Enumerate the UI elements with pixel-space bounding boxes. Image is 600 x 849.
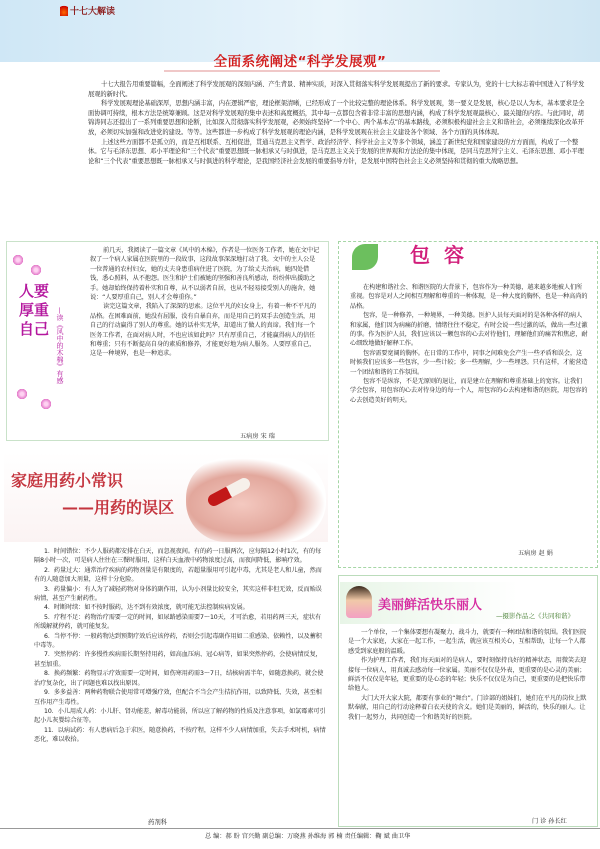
medicine-item: 10．小儿用成人药：小儿肝、肾功能差，解毒功能弱，所以应了解药物的性质及注意事项，如氯霉素可引起小儿灰婴综合征等。 [34,707,326,725]
tolerance-body [350,283,588,405]
medicine-item: 2．药量过大：通常治疗疾病的药物剂量是有限度的，若超量服用可引起中毒，尤其是老人和儿童，然而有的人随意加大剂量，这样十分危险。 [34,566,322,584]
medicine-source: 药剂科 [148,818,168,826]
essay-title-char: 己 [34,320,50,338]
essay-subtitle: —读《风中的木棉》有感 [56,306,64,384]
tolerance-paragraph: 包容需要宽阔的胸怀。在日常的工作中，同事之间难免会产生一些矛盾和误会，这时候我们应该多一些包容，少一些计较；多一些理解，少一些埋怨。只有这样，才能营造一个团结和谐的工作氛围。 [350,349,588,376]
essay-title-char: 自 [18,320,34,338]
medicine-item: 1．时间错位：不少人服药都安排在白天，而忽视夜间。有的药一日服两次，应每隔12小时1次，有的每隔8小时一次，可是病人往往在三餐时服用，这样白天血液中药物浓度过高，而夜间降低，影响疗效。 [34,548,322,565]
essay-title-char: 人 [18,282,34,300]
essay-paragraph: 前几天，我阅读了一篇文章《风中的木棉》，作者是一位医务工作者，她在文中记叙了一个病人家属在医院里的一段故事，这段故事深深地打动了我。文中的主人公是一位普通的农村妇女，她的丈夫身患重病住进了医院，为了给丈夫治病，她四处借钱，悉心照料，从不抱怨。医生和护士们被她的坚强和善良所感动，纷纷伸出援助之手。她却始终保持着朴实和自尊，从不以弱者自居，也从不轻易接受别人的施舍，她说：“人要厚重自己，别人才会尊重你。” [90,247,320,302]
woman-photo [346,586,372,618]
tolerance-title: 包容 [410,243,478,267]
footer-rule [0,828,600,829]
medicine-item: 7．突然停药：许多慢性疾病需长期坚持用药，如高血压病、冠心病等，如果突然停药，会使病情反复，甚至加重。 [34,651,322,668]
tolerance-signature: 五病房 赵 娟 [518,550,553,557]
intro-article [88,80,588,166]
medicine-title: 家庭用药小常识 [11,471,124,490]
essay-title [12,282,56,376]
medicine-item: 8．换药频繁：药物显示疗效需要一定时间，如伤寒用药需3～7日，结核病需半年，如随意换药，就会使治疗复杂化，出了问题也难以找出原因。 [34,670,324,687]
flame-icon [60,4,68,16]
footer-credits: 总 编：郝 盼 宫兴勤 副总编：万晓燕 孙维海 郭 楠 责任编辑：鞠 斌 曲卫华 [205,833,411,840]
essay-title-char: 重 [34,301,50,319]
beauty-paragraph: 一个单位，一个集体要想有凝聚力、战斗力，就要有一种团结和谐的氛围。我们医院是一个大家庭，大家在一起工作，一起生活，就应该互相关心，互相帮助，让每一个人都感受到家庭般的温暖。 [348,629,587,655]
essay-body [90,246,320,359]
medicine-item: 5．疗程不足：药物治疗需要一定的时间，如尿路感染需要7～10天，才可治愈，若用药两三天，症状有所缓解就停药，就可能复发。 [34,613,322,631]
leaf-icon [352,244,378,270]
section-tab: 十七大解读 [70,7,116,17]
medicine-item: 6．当停不停：一般药物达到预期疗效后应该停药，否则会引起毒副作用如二重感染、依赖性，以及蓄积中毒等。 [34,632,322,650]
medicine-list [34,547,326,745]
essay-title-char: 厚 [18,301,34,319]
flower-icon [40,398,52,410]
essay-signature: 五病房 宋 瑞 [240,433,275,440]
beauty-signature: 门 诊 孙长红 [532,818,567,825]
intro-paragraph: 上述这些方面都不是孤立的，而是互相联系、互相促进，贯通马克思主义哲学、政治经济学、科学社会主义等多个领域，涵盖了新世纪党和国家建设的方方面面，构成了一个整体。它与毛泽东思想、邓小平理论和“三个代表”重要思想既一脉相承又与时俱进，是马克思主义关于发展的世界观和方法论的集中体现，是同马克思列宁主义、毛泽东思想、邓小平理论和“三个代表”重要思想既一脉相承又与时俱进的科学理论，是我国经济社会发展的重要指导方针，是发展中国特色社会主义必须坚持和贯彻的重大战略思想。 [88,138,584,165]
tolerance-paragraph: 在构建和谐社会、和谐医院的大背景下，包容作为一种美德，越来越多地被人们所重视。包容是对人之间相互理解和尊重的一种体现，是一种大度的胸怀，也是一种高尚的品格。 [350,284,588,310]
medicine-item: 9．多多益善：两种药物联合使用常可增强疗效，但配合不当会产生拮抗作用，以致降低、失效，甚至相互作用产生毒性。 [34,689,322,706]
medicine-item: 11．以病试药：有人患病后急于求医，随意换药，不按疗程，这样不少人病情加重，失去手术时机，病情恶化，难以收拾。 [34,726,326,744]
essay-paragraph: 读完这篇文章，我陷入了深深的思索。这位平凡的妇女身上，有着一种不平凡的品格。在困难面前，她没有屈服，没有自暴自弃，而是用自己的双手去创造生活，用自己的行动赢得了别人的尊重。她的话朴实无华，却道出了做人的真谛。我们每一个医务工作者，在面对病人时，不也应该如此吗？只有厚重自己，才能赢得病人的信任和尊重；只有不断提高自身的素质和修养，才能更好地为病人服务。人要厚重自己，这是一种境界，也是一种追求。 [90,303,317,358]
medicine-subtitle: ——用药的误区 [62,498,175,517]
medicine-item: 3．药量偏小：有人为了减轻药物对身体的副作用，认为小剂量比较安全，其实这样非但无效，反而贻误病情，甚至产生耐药性。 [34,585,322,603]
tolerance-paragraph: 包容不是纵容，不是无原则的退让，而是建立在理解和尊重基础上的宽容。让我们学会包容，用包容的心去对待身边的每一个人，用包容的心去构建和谐的医院，用包容的心去创造美好的明天。 [350,378,588,404]
page-title: 全面系统阐述“科学发展观” [213,54,387,70]
flower-icon [30,264,42,276]
flower-icon [16,388,28,400]
essay-title-char: 要 [34,282,50,300]
beauty-subtitle: —摄影作品之《共同和谐》 [496,612,574,620]
tolerance-paragraph: 包容，是一种修养，一种境界，一种美德。医护人员每天面对的是各种各样的病人和家属，他们因为病痛的折磨，情绪往往不稳定，有时会说一些过激的话，做出一些过激的事。作为医护人员，我们应该以一颗包容的心去对待他们，理解他们的痛苦和焦虑，耐心细致地做好解释工作。 [350,312,588,348]
intro-paragraph: 十七大报告用重要篇幅，全面阐述了科学发展观的深刻内涵、产生背景、精神实质，对深入贯彻落实科学发展观提出了新的要求。专家认为，党的十七大标志着中国进入了科学发展观的新时代。 [88,81,585,98]
beauty-title: 美丽鲜活快乐丽人 [378,598,483,613]
medicine-item: 4．时断时续：如不按时服药，达不到有效浓度，就可能无法控制疾病发展。 [44,604,249,612]
flower-icon [12,254,24,266]
beauty-paragraph: 作为护理工作者，我们每天面对的是病人，要时刻保持良好的精神状态，用微笑去迎接每一位病人，用真诚去感动每一位家属。美丽不仅仅是外表，更重要的是心灵的美丽；鲜活不仅仅是年轻，更重要的是心态的年轻；快乐不仅仅是为自己，更重要的是把快乐带给他人。 [348,657,587,693]
title-rule [164,70,440,72]
intro-paragraph: 科学发展观理论基础深厚，思想内涵丰富，内在逻辑严密，理论框架清晰，已经形成了一个比较完整的理论体系。科学发展观，第一要义是发展，核心是以人为本，基本要求是全面协调可持续，根本方法是统筹兼顾。这是对科学发展观的集中表述和高度概括，其中每一点都包含着非常丰富的思想内涵，构成了科学发展观最核心、最关键的内容。与此同时，胡锦涛同志还提出了一系列重要思想和论断，比如深入贯彻落实科学发展观，必须始终坚持“一个中心、两个基本点”的基本路线，必须积极构建社会主义和谐社会，必须继续深化改革开放，必须切实加强和改进党的建设。等等。这些都进一步构成了科学发展观的理论内涵，是科学发展观在社会主义建设各个领域、各个方面的具体体现。 [88,100,585,136]
beauty-body [348,628,590,722]
beauty-paragraph: 大门大开大家大院，都要有事业的“舞台”。门诊部的姐妹们，她们在平凡的岗位上默默奉献，用自己的行动诠释着白衣天使的含义。她们是美丽的，鲜活的，快乐的丽人。让我们一起努力，共同创造一个和谐美好的医院。 [348,694,587,721]
